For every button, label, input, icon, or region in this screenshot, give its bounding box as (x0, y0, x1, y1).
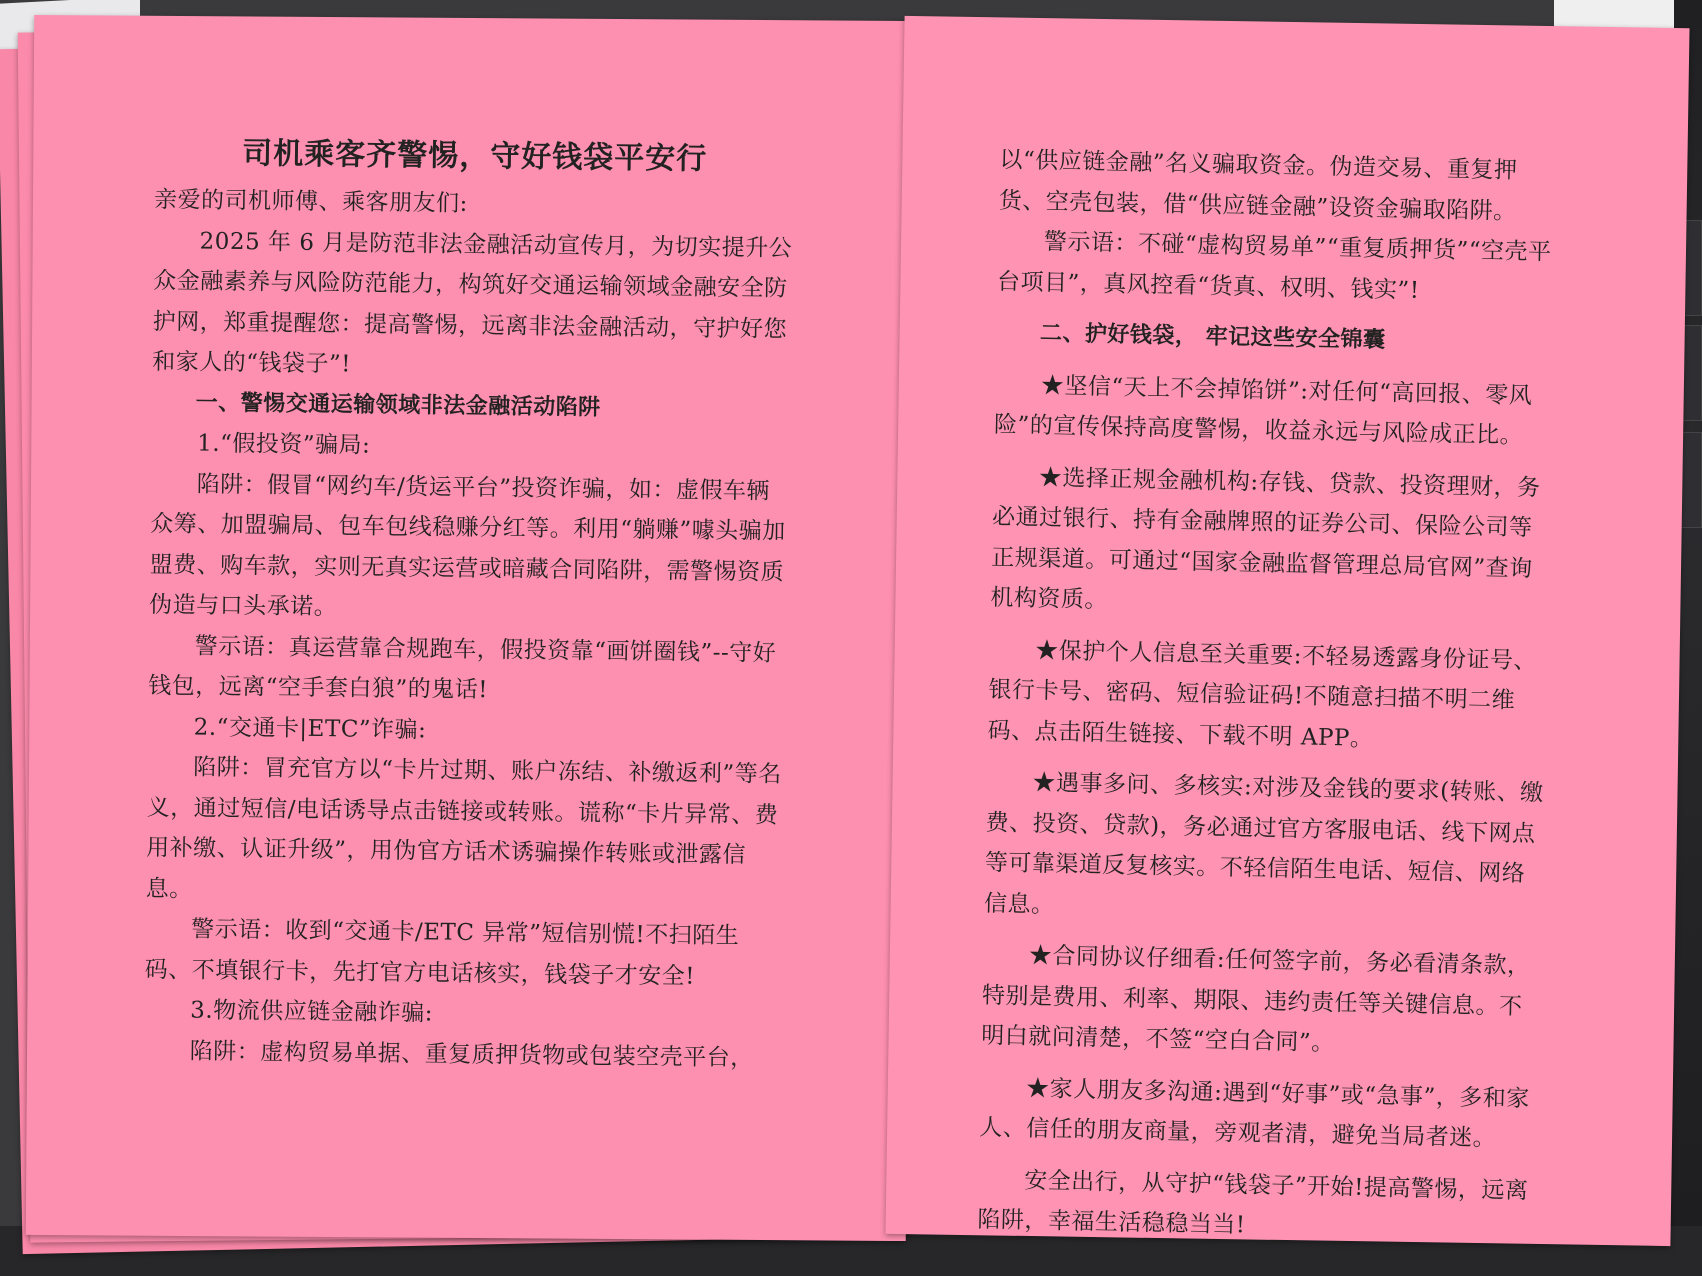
safety-tip-5: ★合同协议仔细看:任何签字前，务必看清条款，特别是费用、利率、期限、违约责任等关键信息。不明白就问清楚，不签“空白合同”。 (980, 942, 1531, 1057)
closing-paragraph: 安全出行，从守护“钱袋子”开始!提高警惕，远离陷阱，幸福生活稳稳当当! (977, 1167, 1529, 1239)
safety-tip-3: ★保护个人信息至关重要:不轻易透露身份证号、银行卡号、密码、短信验证码!不随意扫描不明二维码、点击陌生链接、下载不明 APP。 (987, 637, 1538, 752)
intro-paragraph: 2025 年 6 月是防范非法金融活动宣传月，为切实提升公众金融素养与风险防范能力，构筑好交通运输领域金融安全防护网，郑重提醒您：提高警惕，远离非法金融活动，守护好您和家人的“钱袋子”! (152, 228, 793, 378)
item-heading-2: 2.“交通卡|ETC”诈骗: (193, 714, 427, 743)
item-heading-1: 1.“假投资”骗局: (197, 430, 371, 459)
safety-tip-1: ★坚信“天上不会掉馅饼”:对任何“高回报、零风险”的宣传保持高度警惕，收益永远与风险成正比。 (993, 372, 1533, 450)
item3-warning: 警示语：不碰“虚构贸易单”“重复质押货”“空壳平台项目”，真风控看“货真、权明、钱实”! (996, 228, 1552, 304)
section-heading-1: 一、警惕交通运输领域非法金融活动陷阱 (195, 390, 601, 420)
item-heading-3: 3.物流供应链金融诈骗: (190, 997, 434, 1027)
safety-tip-6: ★家人朋友多沟通:遇到“好事”或“急事”，多和家人、信任的朋友商量，旁观者清，避免当局者迷。 (979, 1075, 1531, 1152)
item2-trap: 陷阱：冒充官方以“卡片过期、账户冻结、补缴返利”等名义，通过短信/电话诱导点击链接或转账。谎称“卡片异常、费用补缴、认证升级”，用伪官方话术诱骗操作转账或泄露信息。 (145, 754, 782, 903)
safety-tip-4: ★遇事多问、多核实:对涉及金钱的要求(转账、缴费、投资、贷款)，务必通过官方客服电话、线下网点等可靠渠道反复核实。不轻信陌生电话、短信、网络信息。 (983, 769, 1544, 918)
item3-trap-end: 以“供应链金融”名义骗取资金。伪造交易、重复押货、空壳包装，借“供应链金融”设资金骗取陷阱。 (998, 146, 1518, 225)
right-page-text (977, 140, 1560, 1263)
left-page-text (144, 130, 795, 1079)
item1-trap: 陷阱：假冒“网约车/货运平台”投资诈骗，如：虚假车辆众筹、加盟骗局、包车包线稳赚分红等。利用“躺赚”噱头骗加盟费、购车款，实则无真实运营或暗藏合同陷阱，需警惕资质伪造与口头承诺。 (149, 471, 786, 621)
item1-warning: 警示语：真运营靠合规跑车，假投资靠“画饼圈钱”--守好钱包，远离“空手套白狼”的鬼话! (148, 633, 777, 704)
safety-tip-2: ★选择正规金融机构:存钱、贷款、投资理财，务必通过银行、持有金融牌照的证券公司、保险公司等正规渠道。可通过“国家金融监督管理总局官网”查询机构资质。 (990, 464, 1541, 614)
section-heading-2: 二、护好钱袋， 牢记这些安全锦囊 (1039, 320, 1386, 354)
item3-trap-start: 陷阱：虚构贸易单据、重复质押货物或包装空壳平台， (189, 1037, 754, 1071)
page-title: 司机乘客齐警惕，守好钱袋平安行 (242, 136, 708, 177)
item2-warning: 警示语：收到“交通卡/ETC 异常”短信别慌!不扫陌生码、不填银行卡，先打官方电话核实，钱袋子才安全! (144, 916, 740, 990)
greeting: 亲爱的司机师傅、乘客朋友们: (153, 186, 469, 217)
